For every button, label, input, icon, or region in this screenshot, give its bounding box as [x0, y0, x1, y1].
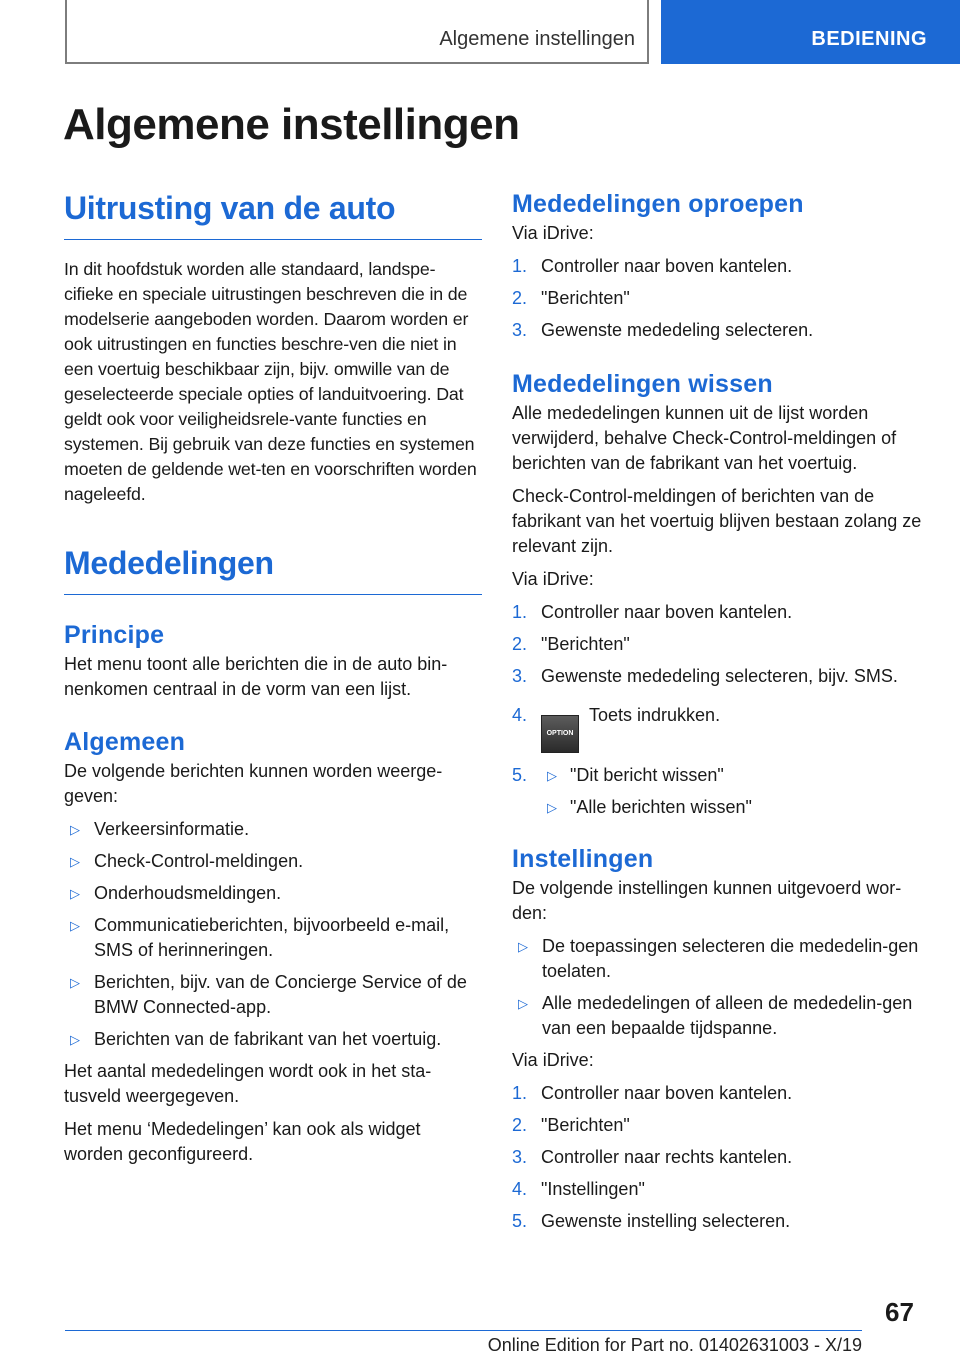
list-item: ▷ Check-Control-meldingen. [64, 849, 482, 874]
wissen-text-2: Check-Control-meldingen of berichten van de fabrikant van het voertuig blijven bestaan zolang ze relevant zijn. [512, 486, 922, 556]
list-item: ▷ Berichten van de fabrikant van het voertuig. [64, 1027, 482, 1052]
heading-principe: Principe [64, 621, 165, 649]
uitrusting-text: In dit hoofdstuk worden alle standaard, landspe-cifieke en speciale uitrustingen beschreven die in de modelserie aangeboden worden. Daarom worden er ook uitrustingen en functies beschre-ven die niet in een voertuig beschikbaar zijn, bijv. omwille van de geselecteerde speciale opties of landuitvoering. Dat geldt ook voor veiligheidsrele-vante functies en systemen. Bij gebruik van deze functies en systemen moeten de geldende wet-ten en voorschriften worden nageleefd. [64, 259, 477, 504]
page-title: Algemene instellingen [63, 100, 520, 149]
principe-text: Het menu toont alle berichten die in de auto bin-nenkomen centraal in de vorm van een lijst. [64, 654, 448, 699]
triangle-bullet-icon: ▷ [70, 918, 80, 933]
algemeen-text: De volgende berichten kunnen worden weerge-geven: [64, 761, 443, 806]
heading-mededelingen: Mededelingen [64, 545, 482, 595]
list-item: 2. "Berichten" [512, 288, 630, 308]
triangle-bullet-icon: ▷ [70, 1032, 80, 1047]
list-item: ▷ Onderhoudsmeldingen. [64, 881, 482, 906]
triangle-bullet-icon: ▷ [70, 854, 80, 869]
instellingen-steps [512, 1081, 932, 1234]
list-item: ▷ Verkeersinformatie. [64, 817, 482, 842]
list-item: 1. Controller naar boven kantelen. [512, 256, 793, 276]
header-section-box [65, 0, 649, 64]
triangle-bullet-icon: ▷ [70, 886, 80, 901]
triangle-bullet-icon: ▷ [70, 822, 80, 837]
list-item: 2. "Berichten" [512, 1115, 630, 1135]
footer-edition: Online Edition for Part no. 01402631003 - X/19 [65, 1330, 862, 1356]
heading-uitrusting: Uitrusting van de auto [64, 190, 482, 240]
via-idrive-1: Via iDrive: [512, 223, 594, 243]
via-idrive-2: Via iDrive: [512, 569, 594, 589]
list-item: 4. "Instellingen" [512, 1179, 645, 1199]
list-item: 5. ▷ "Dit bericht wissen" [512, 763, 932, 788]
list-item: 3. Gewenste mededeling selecteren. [512, 320, 814, 340]
message-types-list [64, 817, 482, 1052]
list-item: 4. OPTIONToets indrukken. [512, 703, 932, 753]
triangle-bullet-icon: ▷ [518, 996, 528, 1011]
wissen-steps [512, 600, 932, 820]
list-item: ▷ Communicatieberichten, bijvoorbeeld e-mail, SMS of herinneringen. [64, 913, 482, 963]
list-item: 5. Gewenste instelling selecteren. [512, 1211, 791, 1231]
wissen-text-1: Alle mededelingen kunnen uit de lijst worden verwijderd, behalve Check-Control-meldingen of berichten van de fabrikant van het voertuig. [512, 403, 897, 473]
list-item: 1. Controller naar boven kantelen. [512, 1083, 793, 1103]
list-item: 1. Controller naar boven kantelen. [512, 602, 793, 622]
triangle-bullet-icon: ▷ [518, 939, 528, 954]
list-item: 3. Controller naar rechts kantelen. [512, 1147, 793, 1167]
heading-algemeen: Algemeen [64, 728, 186, 756]
instellingen-text: De volgende instellingen kunnen uitgevoerd wor-den: [512, 878, 902, 923]
heading-mededelingen-wissen: Mededelingen wissen [512, 370, 773, 398]
list-item: ▷ "Alle berichten wissen" [512, 795, 932, 820]
header-chapter-tab [661, 0, 960, 64]
list-item: ▷ De toepassingen selecteren die mededelin-gen toelaten. [512, 934, 932, 984]
right-column [512, 190, 932, 1241]
page-number: 67 [885, 1297, 914, 1327]
instellingen-items [512, 934, 932, 1041]
statusveld-text: Het aantal mededelingen wordt ook in het sta-tusveld weergegeven. [64, 1061, 432, 1106]
oproepen-steps [512, 254, 932, 343]
list-item: ▷ Berichten, bijv. van de Concierge Service of de BMW Connected-app. [64, 970, 482, 1020]
triangle-bullet-icon: ▷ [547, 768, 557, 783]
via-idrive-3: Via iDrive: [512, 1050, 594, 1070]
triangle-bullet-icon: ▷ [547, 800, 557, 815]
list-item: ▷ Alle mededelingen of alleen de mededelin-gen van een bepaalde tijdspanne. [512, 991, 932, 1041]
triangle-bullet-icon: ▷ [70, 975, 80, 990]
header-section-title: Algemene instellingen [439, 28, 635, 50]
list-item: 3. Gewenste mededeling selecteren, bijv. SMS. [512, 666, 898, 686]
heading-mededelingen-oproepen: Mededelingen oproepen [512, 190, 804, 218]
option-button-icon: OPTION [541, 715, 579, 753]
left-column [64, 190, 482, 1167]
widget-text: Het menu ‘Mededelingen’ kan ook als widget worden geconfigureerd. [64, 1119, 421, 1164]
list-item: 2. "Berichten" [512, 634, 630, 654]
header-chapter-title: BEDIENING [811, 28, 927, 50]
heading-instellingen: Instellingen [512, 845, 654, 873]
